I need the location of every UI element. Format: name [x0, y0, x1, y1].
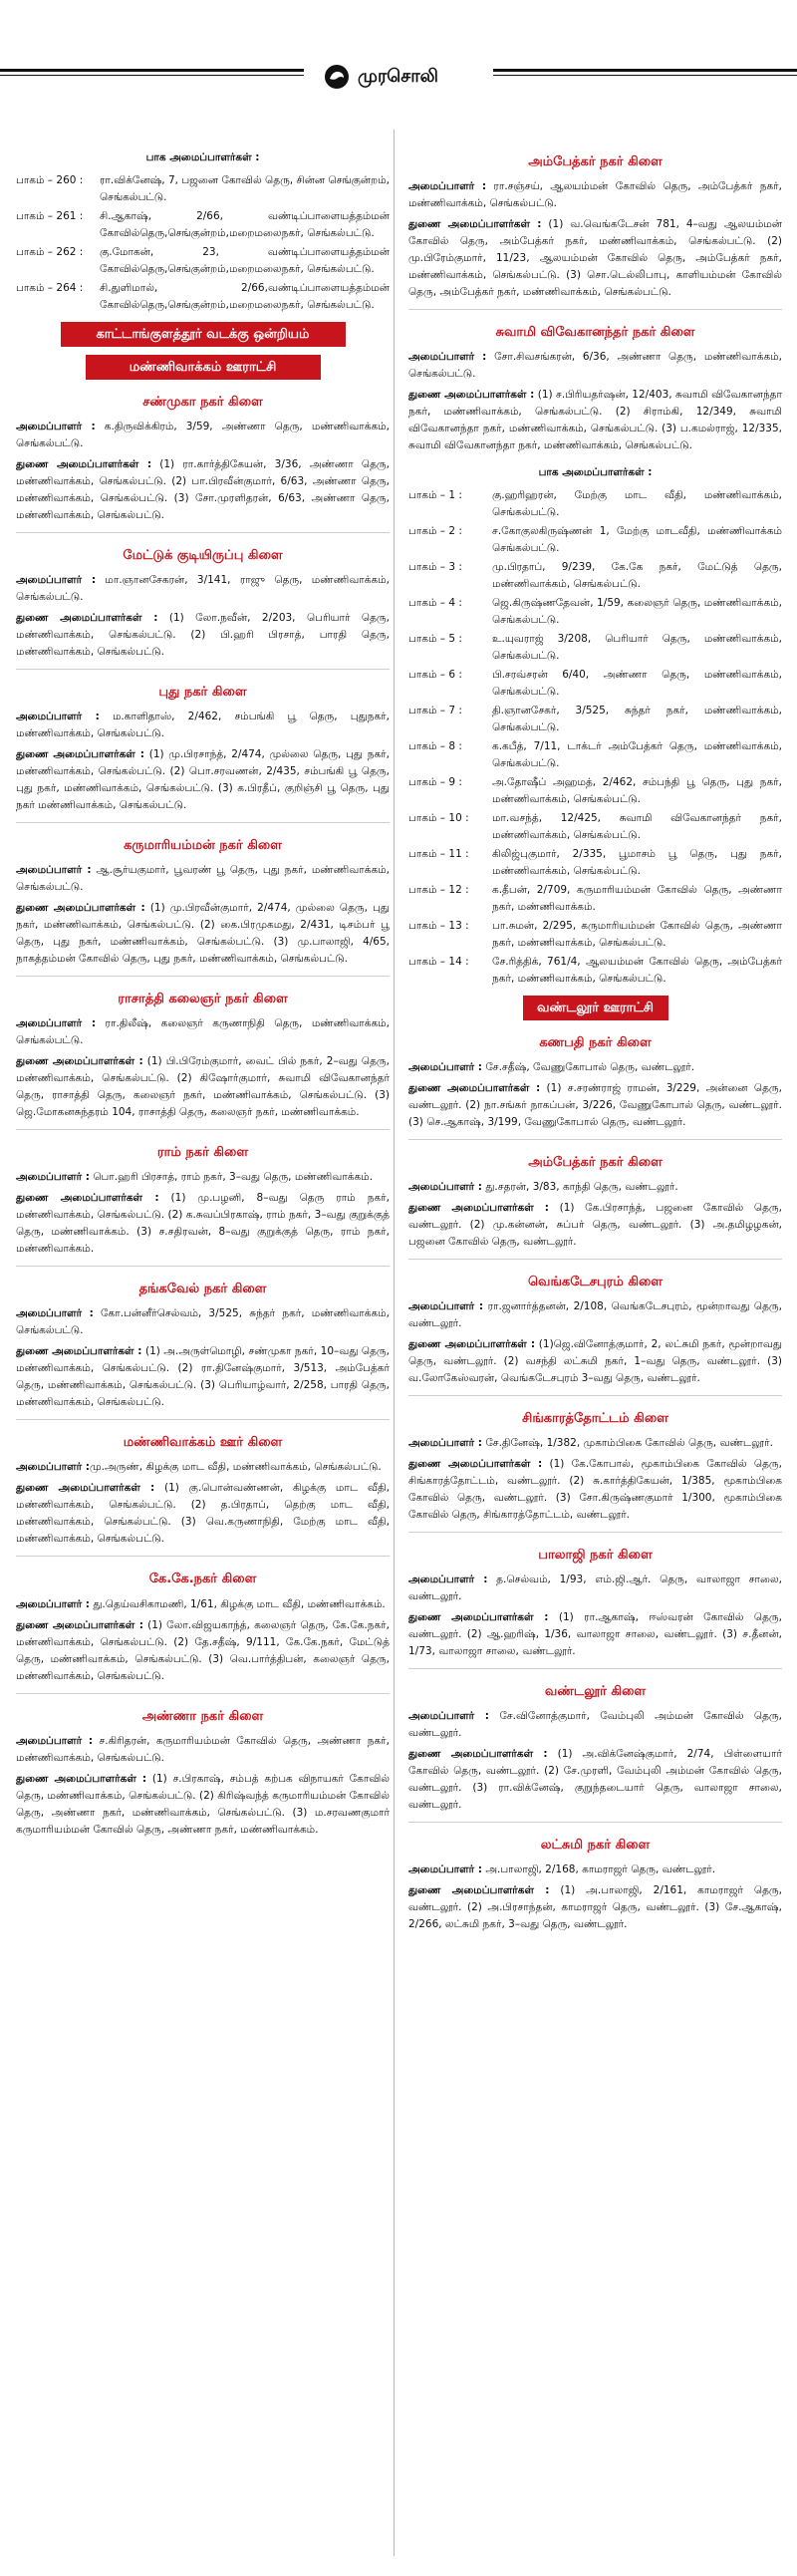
para-label: அமைப்பாளர் : — [16, 574, 97, 587]
list-item — [408, 487, 782, 521]
para-text: ம.காளிதாஸ், 2/462, சம்பங்கி பூ தெரு, புதுநகர், மண்ணிவாக்கம், செங்கல்பட்டு. — [16, 711, 390, 740]
baagam-value: க.கபீத், 7/11, டாக்டர் அம்பேத்கர் தெரு, மண்ணிவாக்கம், செங்கல்பட்டு. — [492, 740, 782, 770]
baagam-value: பி.சரவ்சரன் 6/40, அண்ணா தெரு, மண்ணிவாக்கம், செங்கல்பட்டு. — [492, 669, 782, 699]
para-text: சே.தினேஷ், 1/382, முகாம்பிகை கோவில் தெரு, வண்டலூர். — [481, 1437, 773, 1450]
list-item — [408, 523, 782, 557]
section-rule — [408, 309, 782, 310]
para-label: துணை அமைப்பாளர்கள் : — [408, 1202, 549, 1215]
baagam-key: பாகம் – 3 : — [408, 561, 462, 574]
para-text: அ.பாலாஜி, 2/168, காமராஜர் தெரு, வண்டலூர். — [481, 1863, 716, 1876]
para-label: துணை அமைப்பாளர்கள் : — [408, 218, 542, 231]
list-item — [16, 172, 390, 206]
baagam-value: ரா.விக்னேஷ், 7, பஜனை கோவில் தெரு, சின்ன செங்குன்றம், செங்கல்பட்டு. — [100, 174, 390, 203]
list-item — [408, 738, 782, 772]
organizer-para — [16, 1305, 390, 1339]
baagam-value: க.தீபன், 2/709, கருமாரியம்மன் கோவில் தெரு, அண்ணா நகர், மண்ணிவாக்கம். — [492, 884, 782, 914]
list-item — [408, 810, 782, 844]
baagam-key: பாகம் – 264 : — [16, 282, 84, 294]
left-sections — [16, 392, 390, 1838]
section-rule — [16, 1419, 390, 1420]
deputy-para — [408, 387, 782, 454]
para-label: துணை அமைப்பாளர்கள் : — [408, 1338, 536, 1351]
para-text: (1) பி.பிரேம்குமார், வைட் பில் நகர், 2–வது தெரு, மண்ணிவாக்கம், செங்கல்பட்டு. (2) கிஷோர்குமார், சுவாமி விவேகானந்தர் தெரு, ராசாத்தி தெரு, கலைஞர் நகர், மண்ணிவாக்கம், செங்கல்பட்டு. (3) ஜெ.மோகனசுந்தரம் 104, ராசாத்தி தெரு, கலைஞர் நகர், மண்ணிவாக்கம். — [16, 1055, 390, 1119]
section-title: கே.கே.நகர் கிளை — [148, 1572, 257, 1587]
list-item — [408, 631, 782, 665]
para-label: துணை அமைப்பாளர்கள் : — [408, 1884, 550, 1897]
para-label: துணை அமைப்பாளர்கள் : — [408, 1458, 543, 1471]
masthead-rule-right — [493, 69, 797, 72]
organizer-para — [408, 1179, 782, 1196]
list-item — [408, 774, 782, 808]
organizer-para — [408, 349, 782, 383]
para-label: அமைப்பாளர் : — [408, 1437, 482, 1450]
para-label: அமைப்பாளர் : — [16, 711, 100, 723]
para-label: துணை அமைப்பாளர்கள் : — [16, 1055, 143, 1068]
baagam-key: பாகம் – 4 : — [408, 597, 462, 610]
para-label: துணை அமைப்பாளர்கள் : — [408, 1082, 541, 1095]
section-title: கணபதி நகர் கிளை — [539, 1035, 652, 1051]
deputy-para — [408, 1080, 782, 1131]
organizer-para — [408, 1861, 782, 1878]
masthead-rule-right-thin — [493, 75, 797, 76]
para-label: துணை அமைப்பாளர்கள் : — [16, 1345, 142, 1358]
para-label: அமைப்பாளர் : — [408, 1574, 488, 1586]
section-title: வெங்கடேசபுரம் கிளை — [527, 1275, 664, 1290]
baagam-key: பாகம் – 7 : — [408, 705, 462, 717]
deputy-para — [16, 610, 390, 661]
para-label: துணை அமைப்பாளர்கள் : — [408, 1748, 548, 1761]
baagam-value: அ.தோஷீப் அஹமத், 2/462, சம்பந்தி பூ தெரு, புது நகர், மண்ணிவாக்கம், செங்கல்பட்டு. — [492, 776, 782, 806]
panchayat-heading: வண்டலூர் ஊராட்சி — [523, 996, 668, 1020]
organizer-para — [408, 1435, 782, 1452]
baagam-key: பாகம் – 6 : — [408, 669, 462, 682]
baagam-value: உ.யுவராஜ் 3/208, பெரியார் தெரு, மண்ணிவாக்கம், செங்கல்பட்டு. — [492, 633, 782, 663]
para-label: துணை அமைப்பாளர்கள் : — [16, 1618, 143, 1631]
para-text: (1) கே.கோபால், மூகாம்பிகை கோவில் தெரு, சிங்காரத்தோட்டம், வண்டலூர். (2) சு.கார்த்திகேயன், 1/385, மூகாம்பிகை கோவில் தெரு, வண்டலூர். (3) சோ.கிருஷ்ணகுமார் 1/300, மூகாம்பிகை கோவில் தெரு, சிங்காரத்தோட்டம், வண்டலூர். — [408, 1458, 782, 1522]
section-title: சிங்காரத்தோட்டம் கிளை — [522, 1411, 668, 1427]
para-text: (1) மு.பழனி, 8–வது தெரு ராம் நகர், மண்ணிவாக்கம், செங்கல்பட்டு. (2) க.சுவப்பிரகாஷ், ராம் நகர், 3–வது குறுக்குத் தெரு, மண்ணிவாக்கம். (3) ச.சதிரவன், 8–வது குறுக்குத் தெரு, ராம் நகர், மண்ணிவாக்கம். — [16, 1192, 390, 1256]
section-rule — [16, 669, 390, 670]
list-item — [408, 667, 782, 701]
organizer-para — [16, 572, 390, 606]
organizer-para — [408, 1059, 782, 1076]
baagam-value: கு.ஹரிஹரன், மேற்கு மாட வீதி, மண்ணிவாக்கம், செங்கல்பட்டு. — [492, 489, 782, 519]
para-text: ஆ.சூர்யகுமார், பூவரண் பூ தெரு, புது நகர், மண்ணிவாக்கம், செங்கல்பட்டு. — [16, 864, 390, 894]
organizer-para — [16, 419, 390, 452]
para-text: த.செல்வம், 1/93, எம்.ஜி.ஆர். தெரு, வாலாஜா சாலை, வண்டலூர். — [408, 1574, 782, 1603]
section-rule — [408, 1395, 782, 1396]
para-label: அமைப்பாளர் : — [408, 180, 487, 193]
para-label: அமைப்பாளர் : — [408, 1710, 490, 1723]
para-text: ரா.ஜனார்த்தனன், 2/108, வெங்கடேசபுரம், மூன்றாவது தெரு, வண்டலூர். — [408, 1300, 782, 1330]
section-rule — [16, 1129, 390, 1130]
para-text: (1) கு.பொன்வண்ணன், கிழக்கு மாட வீதி, மண்ணிவாக்கம், செங்கல்பட்டு. (2) த.பிரதாப், தெற்கு மாட வீதி, மண்ணிவாக்கம், செங்கல்பட்டு. (3) வெ.கருணாநிதி, மேற்கு மாட வீதி, மண்ணிவாக்கம், செங்கல்பட்டு. — [16, 1482, 390, 1546]
masthead-rule-left-thin — [0, 75, 304, 76]
list-item — [408, 559, 782, 593]
section-rule — [408, 1532, 782, 1533]
baagam-key: பாகம் – 262 : — [16, 246, 84, 258]
organizer-para — [408, 178, 782, 212]
deputy-para — [408, 1882, 782, 1933]
sun-logo-icon — [324, 64, 350, 90]
list-item — [16, 208, 390, 242]
para-label: அமைப்பாளர் : — [16, 1171, 90, 1184]
deputy-para — [16, 1053, 390, 1121]
baagam-label: பாக அமைப்பாளர்கள் : — [538, 466, 653, 479]
section-rule — [16, 1556, 390, 1557]
para-text: மு.அருண், கிழக்கு மாட வீதி, மண்ணிவாக்கம், செங்கல்பட்டு. — [89, 1461, 382, 1474]
section-rule — [16, 822, 390, 823]
baagam-value: சி.துளிமால், 2/66,வண்டிப்பாளையத்தம்மன் கோவில்தெரு,செங்குன்றம்,மறைமலைநகர், செங்கல்பட்டு. — [100, 282, 390, 311]
baagam-value: ச.கோகுலகிருஷ்ணன் 1, மேற்கு மாடவீதி, மண்ணிவாக்கம் செங்கல்பட்டு. — [492, 525, 782, 555]
organizer-para — [408, 1298, 782, 1332]
organizer-para — [16, 862, 390, 896]
baagam-value: சி.ஆகாஷ், 2/66, வண்டிப்பாளையத்தம்மன் கோவில்தெரு,செங்குன்றம்,மறைமலைநகர், செங்கல்பட்டு. — [100, 210, 390, 239]
column-divider — [394, 130, 395, 2556]
deputy-para — [408, 1200, 782, 1251]
list-item — [408, 595, 782, 629]
para-text: சே.சதீஷ், வேணுகோபால் தெரு, வண்டலூர். — [481, 1061, 695, 1074]
para-text: ரா.சஞ்சய், ஆலயம்மன் கோவில் தெரு, அம்பேத்கர் நகர், மண்ணிவாக்கம், செங்கல்பட்டு. — [408, 180, 782, 210]
section-title: அம்பேத்கர் நகர் கிளை — [528, 154, 663, 169]
para-text: (1) ச.பிரியதர்ஷன், 12/403, சுவாமி விவேகானந்தா நகர், மண்ணிவாக்கம், செங்கல்பட்டு. (2) சிராம்கி, 12/349, சுவாமி விவேகானந்தா நகர், மண்ணிவாக்கம், செங்கல்பட்டு. (3) ப.கமல்ராஜ், 12/335, சுவாமி விவேகானந்தா நகர், மண்ணிவாக்கம், செங்கல்பட்டு. — [408, 389, 782, 452]
para-label: துணை அமைப்பாளர்கள் : — [16, 1482, 155, 1495]
list-item — [408, 882, 782, 916]
right-sections — [408, 1032, 782, 1933]
baagam-list-top — [16, 172, 390, 314]
baagam-value: மு.பிரதாப், 9/239, கே.கே நகர், மேட்டுத் தெரு, மண்ணிவாக்கம், செங்கல்பட்டு. — [492, 561, 782, 591]
section-title: புது நகர் கிளை — [158, 685, 247, 701]
section-title: ராம் நகர் கிளை — [156, 1145, 249, 1161]
baagam-key: பாகம் – 261 : — [16, 210, 84, 222]
para-label: அமைப்பாளர் : — [408, 1300, 484, 1313]
para-label: துணை அமைப்பாளர்கள் : — [16, 902, 145, 915]
deputy-para — [16, 1771, 390, 1839]
organizer-para — [16, 1015, 390, 1049]
baagam-key: பாகம் – 10 : — [408, 812, 469, 825]
section-title: அண்ணா நகர் கிளை — [141, 1708, 264, 1724]
baagam-key: பாகம் – 260 : — [16, 174, 84, 186]
para-text: (1) வ.வெங்கடேசன் 781, 4–வது ஆலயம்மன் கோவில் தெரு, அம்பேத்கர் நகர், மண்ணிவாக்கம், செங்கல்பட்டு. (2) மு.பிரேம்குமார், 11/23, ஆலயம்மன் கோவில் தெரு, அம்பேத்கர் நகர், மண்ணிவாக்கம், செங்கல்பட்டு. (3) சொ.டெல்லிபாபு, காளியம்மன் கோவில் தெரு, அம்பேத்கர் நகர், மண்ணிவாக்கம், செங்கல்பட்டு. — [408, 218, 782, 299]
para-text: (1) அ.பாலாஜி, 2/161, காமராஜர் தெரு, வண்டலூர். (2) அ.பிரசாந்தன், காமராஜர் தெரு, வண்டலூர். (3) சே.ஆகாஷ், 2/266, லட்சுமி நகர், 3–வது தெரு, வண்டலூர். — [408, 1884, 782, 1931]
baagam-value: பா.சுமன், 2/295, கருமாரியம்மன் கோவில் தெரு, அண்ணா நகர், மண்ணிவாக்கம், செங்கல்பட்டு. — [492, 920, 782, 950]
para-text: பொ.ஹரி பிரசாத், ராம் நகர், 3–வது தெரு, மண்ணிவாக்கம். — [89, 1171, 374, 1184]
organizer-para — [16, 1169, 390, 1186]
para-text: (1) ச.சரண்ராஜ் ராமன், 3/229, அன்னை தெரு, வண்டலூர். (2) நா.சங்கர் நாகப்பன், 3/226, வேணுகோபால் தெரு, வண்டலூர். (3) செ.ஆகாஷ், 3/199, வேணுகோபால் தெரு, வண்டலூர். — [408, 1082, 782, 1129]
baagam-key: பாகம் – 8 : — [408, 740, 462, 753]
section-title: வண்டலூர் கிளை — [544, 1684, 647, 1700]
deputy-para — [408, 1336, 782, 1387]
section-title: தங்கவேல் நகர் கிளை — [138, 1282, 267, 1297]
para-label: துணை அமைப்பாளர்கள் : — [408, 1611, 549, 1624]
list-item — [408, 954, 782, 988]
para-text: சோ.சிவசங்கரன், 6/36, அண்ணா தெரு, மண்ணிவாக்கம், செங்கல்பட்டு. — [408, 351, 782, 381]
list-item — [16, 244, 390, 278]
brand — [324, 64, 438, 90]
section-title: கருமாரியம்மன் நகர் கிளை — [124, 838, 282, 854]
masthead — [0, 0, 797, 95]
baagam-key: பாகம் – 13 : — [408, 920, 469, 933]
section-rule — [408, 1139, 782, 1140]
para-label: அமைப்பாளர் : — [408, 1863, 482, 1876]
para-label: அமைப்பாளர் : — [16, 1307, 94, 1320]
deputy-para — [16, 746, 390, 814]
para-label: துணை அமைப்பாளர்கள் : — [16, 612, 158, 625]
section-rule — [16, 976, 390, 977]
organizer-para — [16, 1459, 390, 1476]
section-title: பாலாஜி நகர் கிளை — [538, 1548, 653, 1564]
organizer-para — [16, 709, 390, 742]
section-title: சண்முகா நகர் கிளை — [142, 395, 263, 411]
section-title: சுவாமி விவேகானந்தர் நகர் கிளை — [495, 325, 695, 341]
para-text: (1) மு.பிரவீன்குமார், 2/474, முல்லை தெரு, புது நகர், மண்ணிவாக்கம், செங்கல்பட்டு. (2) கை.பிரமுகமது, 2/431, டிசம்பர் பூ தெரு, புது நகர், மண்ணிவாக்கம், செங்கல்பட்டு. (3) மு.பாலாஜி, 4/65, நாகத்தம்மன் கோவில் தெரு, புது நகர், மண்ணிவாக்கம், செங்கல்பட்டு. — [16, 902, 390, 966]
section-title: மண்ணிவாக்கம் ஊர் கிளை — [123, 1435, 283, 1451]
organizer-para — [408, 1708, 782, 1742]
para-text: (1)ஜெ.வினோத்குமார், 2, லட்சுமி நகர், மூன்றாவது தெரு, வண்டலூர். (2) வசந்தி லட்சுமி நகர், 1–வது தெரு, வண்டலூர். (3) வ.லோகேஸ்வரன், வெங்கடேசபுரம் 3–வது தெரு, வண்டலூர். — [408, 1338, 782, 1385]
para-label: அமைப்பாளர் : — [16, 1597, 90, 1610]
section-title: மேட்டுக் குடியிருப்பு கிளை — [123, 548, 283, 564]
baagam-list — [408, 487, 782, 988]
baagam-key: பாகம் – 5 : — [408, 633, 462, 646]
section-title: ராசாத்தி கலைஞர் நகர் கிளை — [118, 992, 288, 1007]
organizer-para — [16, 1596, 390, 1613]
para-label: துணை அமைப்பாளர்கள் : — [16, 458, 152, 471]
para-label: அமைப்பாளர் : — [16, 864, 92, 877]
brand-name: முரசொலி — [358, 65, 438, 87]
para-text: (1) லோ.நவீன், 2/203, பெரியார் தெரு, மண்ணிவாக்கம், செங்கல்பட்டு. (2) பி.ஹரி பிரசாத், பாரதி தெரு, மண்ணிவாக்கம், செங்கல்பட்டு. — [16, 612, 390, 659]
para-label: அமைப்பாளர் : — [16, 1734, 94, 1747]
section-title: லட்சுமி நகர் கிளை — [540, 1838, 651, 1854]
deputy-para — [16, 1480, 390, 1548]
baagam-value: சே.ரித்திக், 761/4, ஆலயம்மன் கோவில் தெரு, அம்பேத்கர் நகர், மண்ணிவாக்கம், செங்கல்பட்டு. — [492, 956, 782, 986]
para-text: (1) ரா.ஆகாஷ், ஈஸ்வரன் கோவில் தெரு, வண்டலூர். (2) ஆ.ஹரிஷ், 1/36, வாலாஜா சாலை, வண்டலூர். (3) ச.தீனன், 1/73, வாலாஜா சாலை, வண்டலூர். — [408, 1611, 782, 1658]
para-text: (1) மு.பிரசாந்த், 2/474, முல்லை தெரு, புது நகர், மண்ணிவாக்கம், செங்கல்பட்டு. (2) பொ.சரவணன், 2/435, சம்பங்கி பூ தெரு, புது நகர், மண்ணிவாக்கம், செங்கல்பட்டு. (3) க.பிரதீப், குறிஞ்சி பூ தெரு, புது நகர் மண்ணிவாக்கம், செங்கல்பட்டு. — [16, 748, 390, 812]
deputy-para — [408, 1609, 782, 1660]
baagam-label: பாக அமைப்பாளர்கள் : — [145, 151, 260, 163]
deputy-para — [408, 1746, 782, 1814]
para-text: க.திருவிக்கிரம், 3/59, அண்ணா தெரு, மண்ணிவாக்கம், செங்கல்பட்டு. — [16, 421, 390, 450]
para-text: சே.வினோத்குமார், வேம்புலி அம்மன் கோவில் தெரு, வண்டலூர். — [408, 1710, 782, 1740]
para-text: (1) ச.பிரகாஷ், சம்பத் கற்பக விநாயகர் கோவில் தெரு, மண்ணிவாக்கம், செங்கல்பட்டு. (2) கிரிஷ்வந்த் கருமாரியம்மன் கோவில் தெரு, அண்ணா நகர், மண்ணிவாக்கம், செங்கல்பட்டு. (3) ம.சரவணகுமார் கருமாரியம்மன் கோவில் தெரு, அண்ணா நகர், மண்ணிவாக்கம். — [16, 1772, 390, 1836]
baagam-key: பாகம் – 2 : — [408, 525, 462, 538]
para-label: துணை அமைப்பாளர்கள் : — [16, 1192, 159, 1205]
section-rule — [408, 1668, 782, 1669]
section-rule — [408, 1259, 782, 1260]
para-text: து.தெய்வசிகாமணி, 1/61, கிழக்கு மாட வீதி, மண்ணிவாக்கம். — [89, 1597, 386, 1610]
baagam-value: ஜெ.கிருஷ்ணதேவன், 1/59, கலைஞர் தெரு, மண்ணிவாக்கம், செங்கல்பட்டு. — [492, 597, 782, 627]
section-title: அம்பேத்கர் நகர் கிளை — [528, 1155, 663, 1171]
section-rule — [16, 532, 390, 533]
union-heading: காட்டாங்குளத்தூர் வடக்கு ஒன்றியம் — [61, 322, 346, 347]
baagam-value: தி.ஞானசேகர், 3/525, சுந்தர் நகர், மண்ணிவாக்கம், செங்கல்பட்டு. — [492, 705, 782, 734]
para-label: அமைப்பாளர் : — [408, 1061, 482, 1074]
organizer-para — [16, 1733, 390, 1767]
para-text: (1) ரா.கார்த்திகேயன், 3/36, அண்ணா தெரு, மண்ணிவாக்கம், செங்கல்பட்டு. (2) பா.பிரவீன்குமார், 6/63, அண்ணா தெரு, மண்ணிவாக்கம், செங்கல்பட்டு. (3) சோ.முரளிதரன், 6/63, அண்ணா தெரு, மண்ணிவாக்கம், செங்கல்பட்டு. — [16, 458, 390, 522]
list-item — [408, 918, 782, 952]
left-column — [16, 140, 390, 2556]
baagam-key: பாகம் – 11 : — [408, 848, 469, 861]
deputy-para — [408, 1456, 782, 1524]
para-text: கோ.பன்னீர்செல்வம், 3/525, சுந்தர் நகர், மண்ணிவாக்கம், செங்கல்பட்டு. — [16, 1307, 390, 1337]
baagam-key: பாகம் – 12 : — [408, 884, 469, 897]
baagam-key: பாகம் – 14 : — [408, 956, 469, 969]
para-label: துணை அமைப்பாளர்கள் : — [16, 1772, 147, 1785]
list-item — [408, 846, 782, 880]
baagam-key: பாகம் – 9 : — [408, 776, 462, 789]
para-label: துணை அமைப்பாளர்கள் : — [16, 748, 144, 761]
masthead-rule-left — [0, 69, 304, 72]
para-text: (1) கே.பிரசாந்த், பஜனை கோவில் தெரு, வண்டலூர். (2) மு.கன்னன், சுப்பர் தெரு, வண்டலூர். (3) அ.தமிழழகன், பஜனை கோவில் தெரு, வண்டலூர். — [408, 1202, 782, 1249]
section-rule — [408, 1822, 782, 1823]
deputy-para — [408, 216, 782, 301]
deputy-para — [16, 1617, 390, 1685]
list-item — [408, 703, 782, 736]
baagam-key: பாகம் – 1 : — [408, 489, 462, 502]
section-rule — [16, 1266, 390, 1267]
deputy-para — [16, 1190, 390, 1258]
list-item — [16, 280, 390, 314]
para-text: ரா.திலீஷ், கலைஞர் கருணாநிதி தெரு, மண்ணிவாக்கம், செங்கல்பட்டு. — [16, 1017, 390, 1047]
para-label: அமைப்பாளர் : — [408, 351, 487, 364]
para-text: ச.கிரிதரன், கருமாரியம்மன் கோவில் தெரு, அண்ணா நகர், மண்ணிவாக்கம், செங்கல்பட்டு. — [16, 1734, 390, 1764]
deputy-para — [16, 456, 390, 524]
para-text: (1) லோ.விஜயகாந்த், கலைஞர் தெரு, கே.கே.நகர், மண்ணிவாக்கம், செங்கல்பட்டு. (2) தே.சதீஷ், 9/111, கே.கே.நகர், மேட்டுத் தெரு, மண்ணிவாக்கம், செங்கல்பட்டு. (3) வெ.பார்த்திபன், கலைஞர் தெரு, மண்ணிவாக்கம், செங்கல்பட்டு. — [16, 1618, 390, 1682]
para-text: (1) அ.அருள்மொழி, சண்முகா நகர், 10–வது தெரு, மண்ணிவாக்கம், செங்கல்பட்டு. (2) ரா.தினேஷ்குமார், 3/513, அம்பேத்கர் தெரு, மண்ணிவாக்கம், செங்கல்பட்டு. (3) பெரியாழ்வார், 2/258, பாரதி தெரு, மண்ணிவாக்கம், செங்கல்பட்டு. — [16, 1345, 390, 1409]
para-label: அமைப்பாளர் : — [408, 1181, 482, 1194]
para-text: (1) அ.விக்னேஷ்குமார், 2/74, பிள்ளையார் கோவில் தெரு, வண்டலூர். (2) சே.முரளி, வேம்புலி அம்மன் கோவில் தெரு, வண்டலூர். (3) ரா.விக்னேஷ், குறுந்தடையார் தெரு, வாலாஜா சாலை, வண்டலூர். — [408, 1748, 782, 1812]
para-text: மா.ஞானசேகரன், 3/141, ராஜு தெரு, மண்ணிவாக்கம், செங்கல்பட்டு. — [16, 574, 390, 604]
deputy-para — [16, 900, 390, 968]
section-rule — [16, 1693, 390, 1694]
para-label: அமைப்பாளர் : — [16, 1017, 97, 1030]
para-label: அமைப்பாளர் : — [16, 1461, 90, 1474]
baagam-value: மா.வசந்த், 12/425, சுவாமி விவேகானந்தர் நகர், மண்ணிவாக்கம், செங்கல்பட்டு. — [492, 812, 782, 842]
baagam-value: கிலிஜ்புகுமார், 2/335, பூமாசம் பூ தெரு, புது நகர், மண்ணிவாக்கம், செங்கல்பட்டு. — [492, 848, 782, 878]
deputy-para — [16, 1343, 390, 1411]
panchayat-heading: மண்ணிவாக்கம் ஊராட்சி — [86, 355, 321, 380]
para-text: து.சதரன், 3/83, காந்தி தெரு, வண்டலூர். — [481, 1181, 678, 1194]
para-label: அமைப்பாளர் : — [16, 421, 96, 433]
organizer-para — [408, 1572, 782, 1605]
baagam-value: கு.மோகன், 23, வண்டிப்பாளையத்தம்மன் கோவில்தெரு,செங்குன்றம்,மறைமலைநகர், செங்கல்பட்டு. — [100, 246, 390, 275]
right-column — [408, 140, 782, 2556]
para-label: துணை அமைப்பாளர்கள் : — [408, 389, 535, 402]
